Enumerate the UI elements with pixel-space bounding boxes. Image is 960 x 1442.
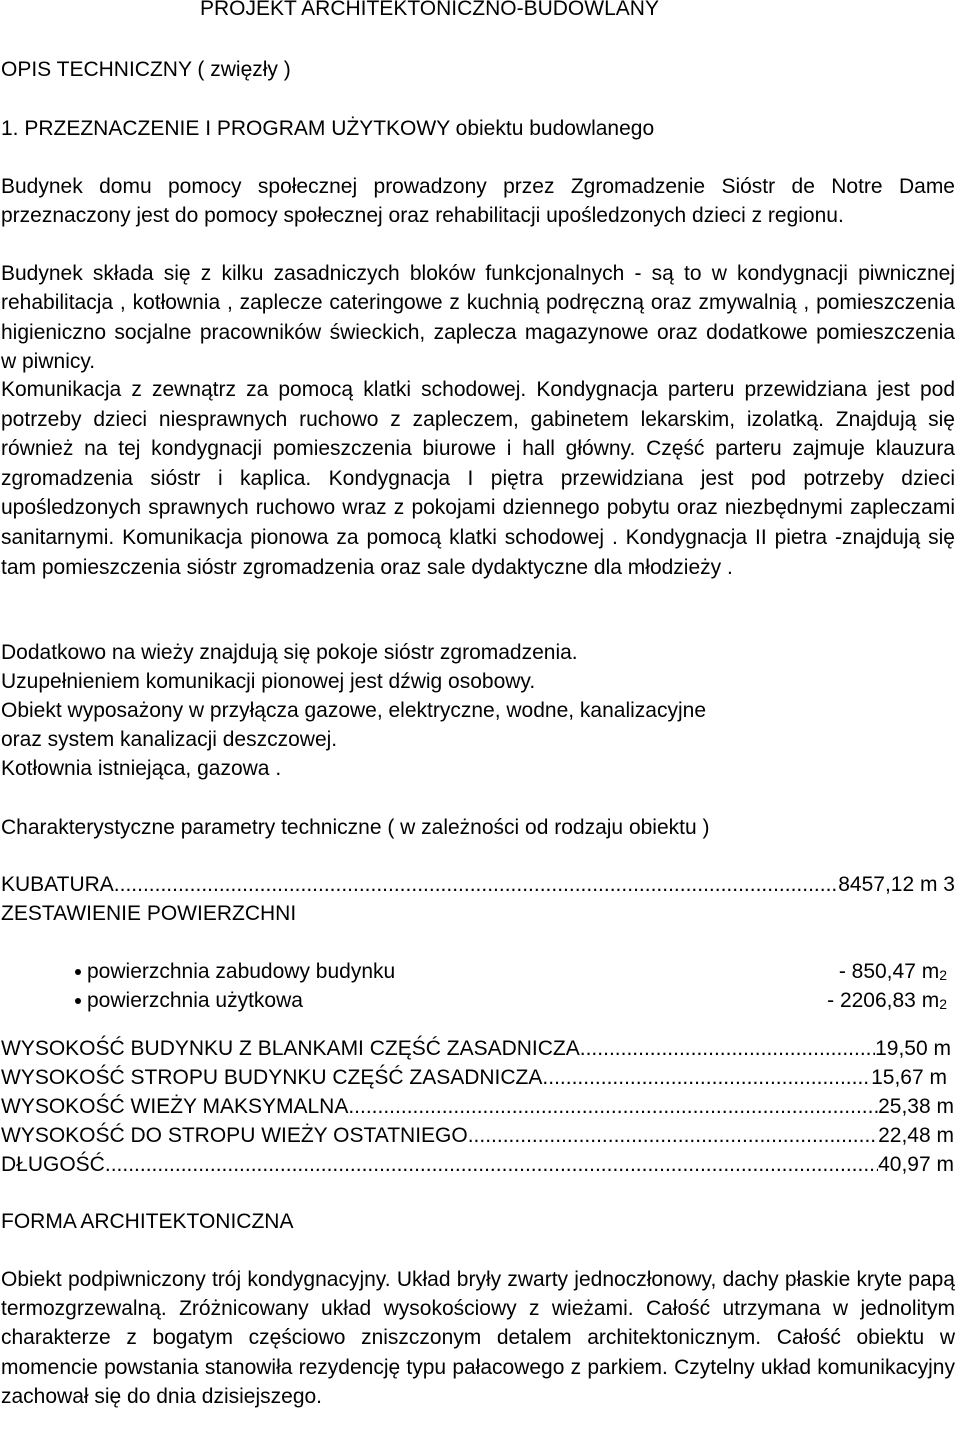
area-value: - 2206,83 $m_2$ bbox=[827, 989, 947, 1012]
leader-dots bbox=[105, 1150, 878, 1179]
area-label: powierzchnia zabudowy budynku bbox=[87, 960, 396, 983]
height-row bbox=[1, 1034, 951, 1063]
height-row bbox=[1, 1150, 954, 1179]
height-value: 40,97 m bbox=[878, 1153, 954, 1176]
intro-paragraph-2: Budynek składa się z kilku zasadniczych bloków funkcjonalnych - są to w kondygnacji piwnicznej rehabilitacja , kotłownia , zaplecze cateringowe z kuchnią podręczną oraz zmywalnią , pomieszczenia higieniczno socjalne pracowników świeckich, zaplecza magazynowe oraz dodatkowe pomieszczenia w piwnicy. bbox=[1, 262, 955, 374]
tower-rooms-line: Dodatkowo na wieży znajdują się pokoje sióstr zgromadzenia. bbox=[1, 641, 578, 664]
intro-paragraph-3: Komunikacja z zewnątrz za pomocą klatki schodowej. Kondygnacja parteru przewidziana jest pod potrzeby dzieci niesprawnych ruchowo z zapleczem, gabinetem lekarskim, izolatką. Znajdują się również na tej kondygnacji pomieszczenia biurowe i hall główny. Część parteru zajmuje klauzura zgromadzenia sióstr i kaplica. Kondygnacja I piętra przewidziana jest pod potrzeby dzieci upośledzonych sprawnych ruchowo wraz z pokojami dziennego pobytu oraz niezbędnymi zapleczami sanitarnymi. Komunikacja pionowa za pomocą klatki schodowej . Kondygnacja II pietra -znajdują się tam pomieszczenia sióstr zgromadzenia oraz sale dydaktyczne dla młodzieży . bbox=[1, 378, 955, 579]
leader-dots bbox=[468, 1121, 878, 1150]
parameters-title: Charakterystyczne parametry techniczne ( w zależności od rodzaju obiektu ) bbox=[1, 816, 710, 839]
leader-dots bbox=[114, 870, 838, 899]
project-title: PROJEKT ARCHITEKTONICZNO-BUDOWLANY bbox=[200, 0, 659, 20]
kubatura-value: 8457,12 m 3 bbox=[838, 873, 955, 896]
height-value: 25,38 m bbox=[878, 1095, 954, 1118]
utilities-line-2: oraz system kanalizacji deszczowej. bbox=[1, 728, 338, 751]
area-label: powierzchnia użytkowa bbox=[87, 989, 303, 1012]
leader-dots bbox=[348, 1092, 878, 1121]
zestawienie-title: ZESTAWIENIE POWIERZCHNI bbox=[1, 902, 297, 925]
bullet-icon bbox=[75, 998, 81, 1004]
height-value: 19,50 m bbox=[875, 1037, 951, 1060]
bullet-icon bbox=[75, 969, 81, 975]
boiler-line: Kotłownia istniejąca, gazowa . bbox=[1, 757, 282, 780]
kubatura-row bbox=[1, 870, 955, 899]
intro-paragraph-1: Budynek domu pomocy społecznej prowadzony przez Zgromadzenie Sióstr de Notre Dame przeznaczony jest do pomocy społecznej oraz rehabilitacji upośledzonych dzieci z regionu. bbox=[1, 175, 955, 228]
lift-line: Uzupełnieniem komunikacji pionowej jest dźwig osobowy. bbox=[1, 670, 536, 693]
forma-title: FORMA ARCHITEKTONICZNA bbox=[1, 1210, 294, 1233]
height-value: 15,67 m bbox=[871, 1066, 947, 1089]
height-label: DŁUGOŚĆ bbox=[1, 1153, 105, 1176]
kubatura-label: KUBATURA bbox=[1, 873, 114, 896]
height-row bbox=[1, 1121, 954, 1150]
opis-title: OPIS TECHNICZNY ( zwięzły ) bbox=[1, 58, 291, 81]
height-label: WYSOKOŚĆ WIEŻY MAKSYMALNA bbox=[1, 1095, 349, 1118]
area-value: - 850,47 $m_2$ bbox=[838, 960, 947, 983]
height-row bbox=[1, 1063, 947, 1092]
height-label: WYSOKOŚĆ STROPU BUDYNKU CZĘŚĆ ZASADNICZA bbox=[1, 1066, 543, 1089]
forma-paragraph: Obiekt podpiwniczony trój kondygnacyjny. Układ bryły zwarty jednoczłonowy, dachy płaskie kryte papą termozgrzewalną. Zróżnicowany układ wysokościowy z wieżami. Całość utrzymana w jednolitym charakterze z bogatym częściowo zniszczonym detalem architektonicznym. Całość obiektu w momencie powstania stanowiła rezydencję typu pałacowego z parkiem. Czytelny układ komunikacyjny zachował się do dnia dzisiejszego. bbox=[1, 1268, 955, 1408]
height-label: WYSOKOŚĆ DO STROPU WIEŻY OSTATNIEGO bbox=[1, 1124, 468, 1147]
utilities-line-1: Obiekt wyposażony w przyłącza gazowe, elektryczne, wodne, kanalizacyjne bbox=[1, 699, 707, 722]
leader-dots bbox=[542, 1063, 871, 1092]
height-label: WYSOKOŚĆ BUDYNKU Z BLANKAMI CZĘŚĆ ZASADNICZA bbox=[1, 1037, 580, 1060]
height-row bbox=[1, 1092, 954, 1121]
section1-title: 1. PRZEZNACZENIE I PROGRAM UŻYTKOWY obiektu budowlanego bbox=[1, 117, 655, 140]
leader-dots bbox=[580, 1034, 875, 1063]
height-value: 22,48 m bbox=[878, 1124, 954, 1147]
